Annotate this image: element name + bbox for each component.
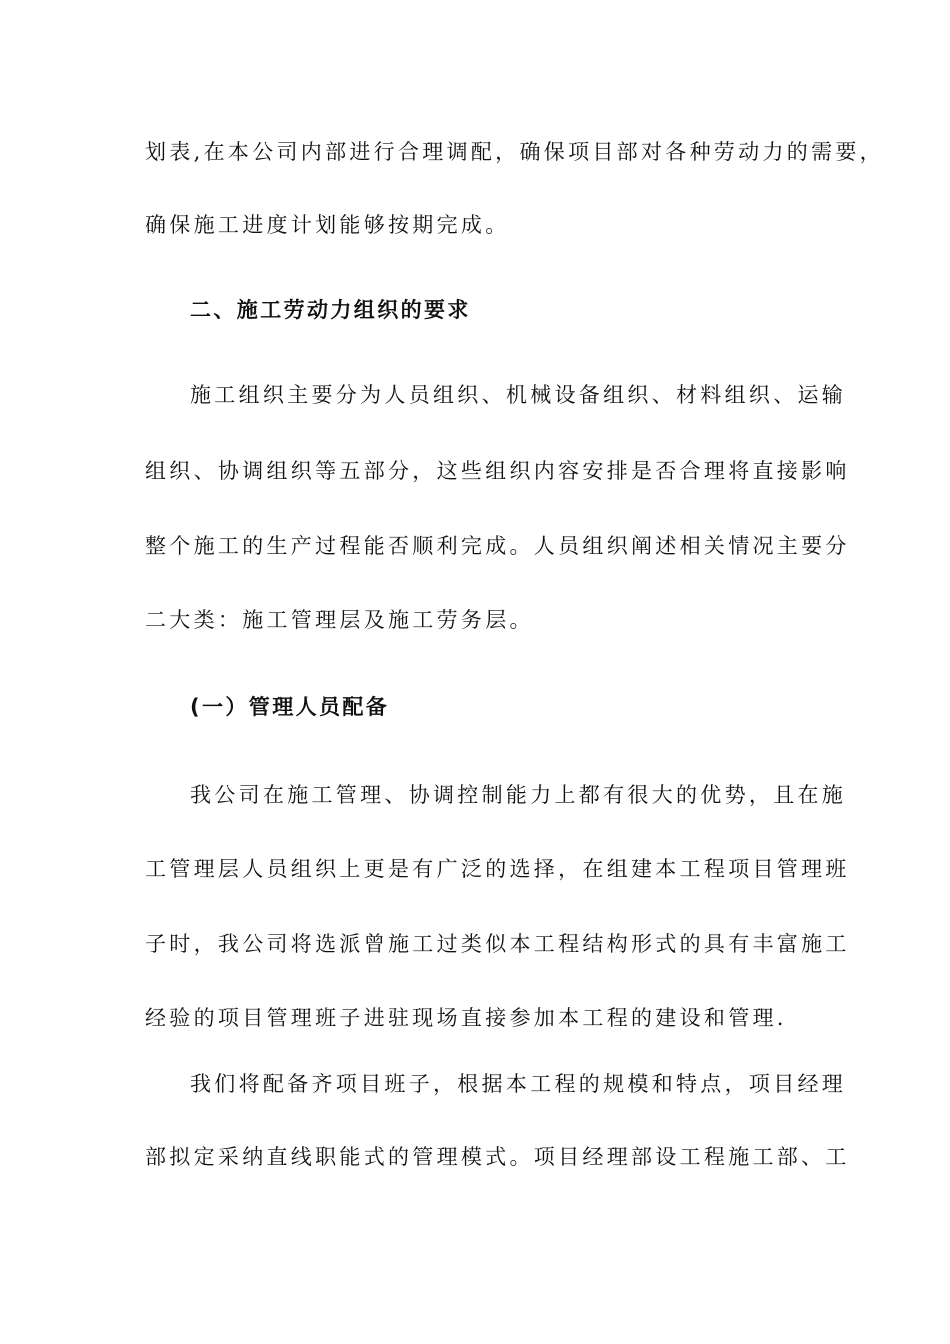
text-line: 整个施工的生产过程能否顺利完成。人员组织阐述相关情况主要分 (145, 534, 850, 558)
text-line: 经验的项目管理班子进驻现场直接参加本工程的建设和管理. (145, 1006, 787, 1030)
text-line: 划表,在本公司内部进行合理调配，确保项目部对各种劳动力的需要， (145, 140, 884, 164)
text-line: 二大类：施工管理层及施工劳务层。 (145, 608, 534, 632)
text-line: 子时，我公司将选派曾施工过类似本工程结构形式的具有丰富施工 (145, 932, 850, 956)
text-line: 施工组织主要分为人员组织、机械设备组织、材料组织、运输 (190, 383, 847, 407)
text-line: 确保施工进度计划能够按期完成。 (145, 213, 510, 237)
text-line: 我公司在施工管理、协调控制能力上都有很大的优势，且在施 (190, 783, 847, 807)
text-line: 组织、协调组织等五部分，这些组织内容安排是否合理将直接影响 (145, 459, 850, 483)
text-line: 工管理层人员组织上更是有广泛的选择，在组建本工程项目管理班 (145, 857, 850, 881)
text-line: 部拟定采纳直线职能式的管理模式。项目经理部设工程施工部、工 (145, 1145, 850, 1169)
section-heading: 二、施工劳动力组织的要求 (190, 298, 471, 322)
text-line: 我们将配备齐项目班子，根据本工程的规模和特点，项目经理 (190, 1072, 847, 1096)
subsection-heading: (一）管理人员配备 (190, 695, 390, 719)
